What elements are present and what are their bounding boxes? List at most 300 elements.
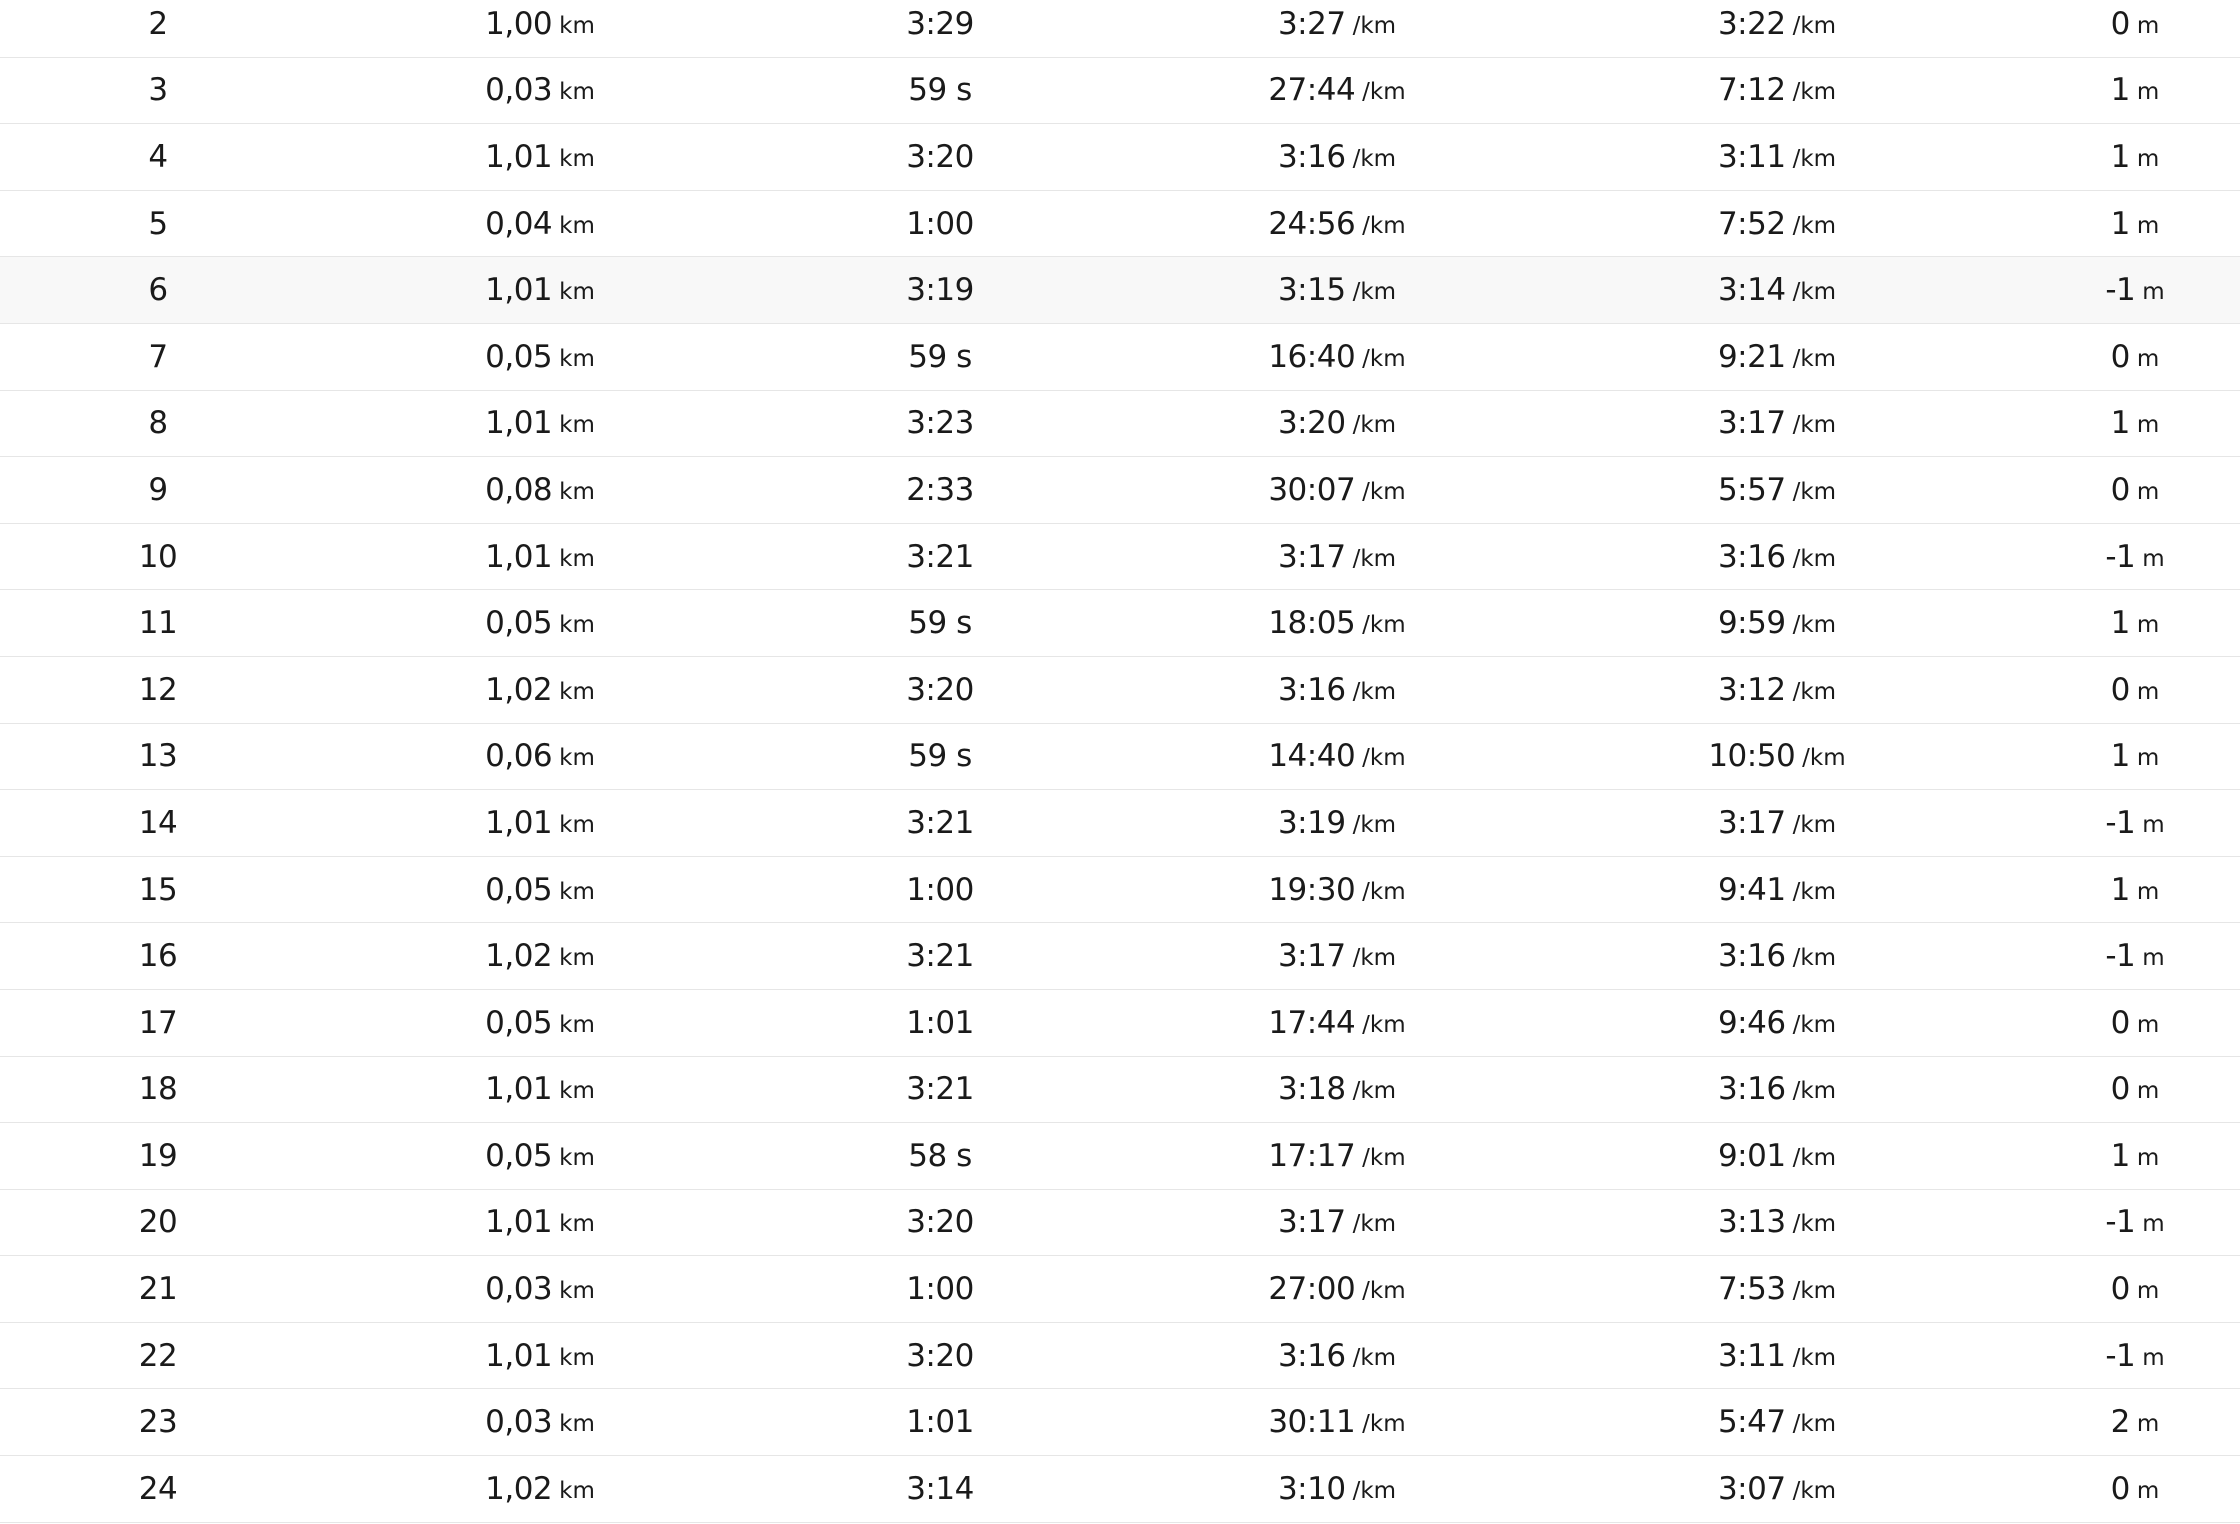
avg-pace-value: 3:16 [1277, 138, 1346, 175]
avg-pace-value: 17:17 [1268, 1137, 1356, 1174]
distance-cell [485, 191, 595, 257]
distance-cell [485, 1190, 595, 1256]
avg-pace-unit: /km [1362, 212, 1406, 239]
avg-pace-value: 3:27 [1277, 5, 1346, 42]
avg-pace-cell [1278, 257, 1396, 323]
time-cell [906, 524, 974, 590]
time-value: 1:01 [906, 1004, 974, 1041]
gap-value: 9:41 [1717, 871, 1786, 908]
lap-number-cell [139, 1057, 177, 1123]
distance-cell [485, 1123, 595, 1189]
distance-unit: km [559, 12, 595, 39]
gap-cell [1718, 923, 1836, 989]
time-value: 1:01 [906, 1404, 974, 1441]
elevation-value: 1 [2110, 405, 2130, 442]
elevation-unit: m [2142, 811, 2165, 838]
time-value: 3:20 [906, 1204, 974, 1241]
avg-pace-unit: /km [1352, 1078, 1397, 1105]
lap-number: 14 [138, 804, 178, 841]
time-cell [908, 724, 971, 790]
distance-cell [485, 124, 595, 190]
time-value: 3:23 [906, 405, 974, 442]
elevation-value: 0 [2110, 471, 2130, 508]
time-cell [906, 1323, 974, 1389]
time-value: 59 s [908, 72, 972, 109]
gap-value: 7:52 [1717, 205, 1786, 242]
distance-value: 1,02 [485, 1470, 553, 1507]
table-row[interactable] [0, 191, 2240, 258]
elevation-value: 1 [2110, 205, 2130, 242]
elevation-unit: m [2142, 945, 2165, 972]
lap-number-cell [139, 657, 177, 723]
distance-value: 1,00 [485, 5, 553, 42]
distance-unit: km [559, 412, 595, 439]
time-cell [908, 1123, 971, 1189]
distance-value: 0,05 [485, 1004, 553, 1041]
gap-cell [1718, 1323, 1836, 1389]
avg-pace-unit: /km [1362, 878, 1406, 905]
gap-cell [1718, 324, 1836, 390]
lap-number-cell [148, 0, 167, 57]
elevation-value: 0 [2110, 671, 2130, 708]
lap-number: 16 [138, 938, 178, 975]
elevation-cell [2111, 124, 2160, 190]
gap-value: 7:12 [1717, 72, 1786, 109]
gap-unit: /km [1792, 545, 1837, 572]
avg-pace-cell [1268, 990, 1405, 1056]
avg-pace-value: 3:17 [1277, 938, 1346, 975]
gap-unit: /km [1792, 1411, 1837, 1438]
elevation-value: -1 [2105, 938, 2136, 975]
lap-number-cell [139, 1190, 177, 1256]
elevation-value: -1 [2105, 538, 2136, 575]
lap-number: 13 [138, 738, 178, 775]
lap-number-cell [148, 191, 167, 257]
elevation-cell [2111, 1057, 2160, 1123]
elevation-unit: m [2136, 678, 2160, 705]
gap-value: 3:16 [1717, 538, 1786, 575]
lap-number: 17 [138, 1004, 178, 1041]
elevation-unit: m [2142, 279, 2165, 306]
lap-number-cell [148, 324, 167, 390]
table-row[interactable] [0, 1123, 2240, 1190]
avg-pace-value: 3:17 [1277, 1204, 1346, 1241]
avg-pace-cell [1278, 1190, 1396, 1256]
table-row[interactable] [0, 724, 2240, 791]
avg-pace-cell [1268, 324, 1405, 390]
avg-pace-unit: /km [1362, 1011, 1406, 1038]
elevation-cell [2111, 191, 2160, 257]
elevation-unit: m [2136, 79, 2160, 106]
gap-cell [1718, 657, 1836, 723]
elevation-value: 0 [2110, 5, 2130, 42]
elevation-cell [2105, 1190, 2164, 1256]
avg-pace-cell [1278, 1057, 1396, 1123]
elevation-value: 1 [2110, 138, 2130, 175]
lap-number: 4 [148, 138, 168, 175]
time-cell [908, 324, 971, 390]
avg-pace-unit: /km [1362, 612, 1406, 639]
gap-value: 3:11 [1717, 138, 1786, 175]
gap-cell [1718, 590, 1836, 656]
avg-pace-value: 27:00 [1268, 1271, 1356, 1308]
avg-pace-unit: /km [1352, 678, 1397, 705]
avg-pace-cell [1278, 524, 1396, 590]
table-row[interactable] [0, 923, 2240, 990]
lap-number: 9 [148, 471, 168, 508]
lap-number-cell [139, 790, 177, 856]
distance-value: 0,06 [485, 738, 553, 775]
time-value: 58 s [908, 1137, 972, 1174]
distance-unit: km [559, 279, 595, 306]
distance-value: 0,05 [485, 605, 553, 642]
elevation-unit: m [2142, 1344, 2165, 1371]
time-value: 3:29 [906, 5, 974, 42]
distance-unit: km [559, 1344, 595, 1371]
avg-pace-value: 3:18 [1277, 1071, 1346, 1108]
distance-cell [485, 391, 595, 457]
elevation-value: 1 [2110, 1137, 2130, 1174]
gap-unit: /km [1792, 811, 1837, 838]
table-row[interactable] [0, 857, 2240, 924]
gap-cell [1718, 857, 1836, 923]
gap-unit: /km [1792, 1011, 1837, 1038]
table-row[interactable] [0, 324, 2240, 391]
gap-cell [1718, 1190, 1836, 1256]
avg-pace-cell [1278, 1323, 1396, 1389]
lap-number: 21 [138, 1271, 178, 1308]
elevation-cell [2105, 790, 2164, 856]
distance-value: 0,08 [485, 471, 553, 508]
gap-value: 3:16 [1717, 1071, 1786, 1108]
elevation-cell [2105, 524, 2164, 590]
elevation-unit: m [2136, 1078, 2160, 1105]
time-cell [906, 457, 974, 523]
gap-value: 5:57 [1717, 471, 1786, 508]
gap-cell [1718, 990, 1836, 1056]
table-row[interactable] [0, 590, 2240, 657]
avg-pace-value: 3:16 [1277, 1337, 1346, 1374]
distance-value: 1,01 [485, 804, 553, 841]
gap-unit: /km [1792, 212, 1837, 239]
table-row[interactable] [0, 124, 2240, 191]
table-row[interactable] [0, 0, 2240, 58]
elevation-value: -1 [2105, 1337, 2136, 1374]
elevation-unit: m [2136, 612, 2160, 639]
gap-unit: /km [1792, 79, 1837, 106]
time-cell [906, 191, 974, 257]
time-value: 1:00 [906, 205, 974, 242]
avg-pace-unit: /km [1362, 478, 1406, 505]
lap-number-cell [139, 724, 177, 790]
distance-unit: km [559, 1477, 595, 1504]
avg-pace-value: 19:30 [1268, 871, 1356, 908]
table-row[interactable] [0, 1323, 2240, 1390]
elevation-value: -1 [2105, 804, 2136, 841]
avg-pace-cell [1268, 590, 1405, 656]
avg-pace-value: 27:44 [1268, 72, 1356, 109]
distance-cell [485, 857, 595, 923]
avg-pace-cell [1278, 1456, 1396, 1522]
avg-pace-value: 17:44 [1268, 1004, 1356, 1041]
time-cell [906, 0, 974, 57]
gap-cell [1718, 124, 1836, 190]
avg-pace-value: 30:07 [1268, 471, 1356, 508]
time-value: 1:00 [906, 871, 974, 908]
gap-value: 9:01 [1717, 1137, 1786, 1174]
elevation-value: 1 [2110, 72, 2130, 109]
gap-value: 3:14 [1717, 272, 1786, 309]
elevation-unit: m [2136, 412, 2160, 439]
elevation-value: 1 [2110, 738, 2130, 775]
distance-value: 0,05 [485, 1137, 553, 1174]
table-row[interactable] [0, 257, 2240, 324]
time-cell [906, 1389, 974, 1455]
distance-value: 1,01 [485, 138, 553, 175]
elevation-value: 0 [2110, 338, 2130, 375]
lap-number: 15 [138, 871, 178, 908]
avg-pace-cell [1268, 1389, 1405, 1455]
avg-pace-value: 24:56 [1268, 205, 1356, 242]
avg-pace-value: 3:15 [1277, 272, 1346, 309]
avg-pace-value: 14:40 [1268, 738, 1356, 775]
distance-unit: km [559, 145, 595, 172]
distance-unit: km [559, 678, 595, 705]
elevation-unit: m [2136, 478, 2160, 505]
table-row[interactable] [0, 1190, 2240, 1257]
distance-cell [485, 790, 595, 856]
elevation-unit: m [2136, 1477, 2160, 1504]
gap-value: 3:17 [1717, 405, 1786, 442]
distance-unit: km [559, 1011, 595, 1038]
avg-pace-unit: /km [1362, 1278, 1406, 1305]
table-row[interactable] [0, 1389, 2240, 1456]
table-row[interactable] [0, 790, 2240, 857]
avg-pace-value: 3:16 [1277, 671, 1346, 708]
avg-pace-unit: /km [1352, 1211, 1397, 1238]
table-row[interactable] [0, 1256, 2240, 1323]
distance-value: 1,01 [485, 1071, 553, 1108]
avg-pace-unit: /km [1362, 1144, 1406, 1171]
distance-value: 0,05 [485, 338, 553, 375]
avg-pace-unit: /km [1352, 1344, 1397, 1371]
distance-value: 1,02 [485, 938, 553, 975]
lap-number: 19 [138, 1137, 178, 1174]
table-row[interactable] [0, 657, 2240, 724]
time-cell [906, 923, 974, 989]
table-row[interactable] [0, 457, 2240, 524]
gap-unit: /km [1792, 678, 1837, 705]
distance-cell [485, 923, 595, 989]
lap-number: 10 [138, 538, 178, 575]
lap-number: 3 [148, 72, 168, 109]
time-value: 59 s [908, 605, 972, 642]
time-cell [906, 990, 974, 1056]
gap-cell [1718, 1057, 1836, 1123]
table-row[interactable] [0, 990, 2240, 1057]
elevation-unit: m [2136, 1144, 2160, 1171]
distance-value: 0,04 [485, 205, 553, 242]
avg-pace-cell [1268, 58, 1405, 124]
time-cell [906, 124, 974, 190]
distance-unit: km [559, 1078, 595, 1105]
gap-unit: /km [1792, 612, 1837, 639]
distance-cell [485, 1256, 595, 1322]
gap-value: 3:13 [1717, 1204, 1786, 1241]
elevation-value: 0 [2110, 1470, 2130, 1507]
gap-unit: /km [1792, 1144, 1837, 1171]
gap-cell [1718, 1389, 1836, 1455]
time-cell [906, 1190, 974, 1256]
lap-number-cell [148, 124, 167, 190]
distance-unit: km [559, 1211, 595, 1238]
lap-number-cell [139, 1323, 177, 1389]
distance-unit: km [559, 478, 595, 505]
elevation-cell [2111, 857, 2160, 923]
avg-pace-value: 18:05 [1268, 605, 1356, 642]
time-value: 59 s [908, 338, 972, 375]
time-value: 59 s [908, 738, 972, 775]
lap-number-cell [139, 1456, 177, 1522]
gap-unit: /km [1792, 1477, 1837, 1504]
avg-pace-value: 3:17 [1277, 538, 1346, 575]
elevation-unit: m [2136, 745, 2160, 772]
elevation-cell [2105, 257, 2164, 323]
elevation-value: 0 [2110, 1071, 2130, 1108]
distance-value: 0,05 [485, 871, 553, 908]
lap-number-cell [139, 857, 177, 923]
distance-value: 0,03 [485, 72, 553, 109]
time-value: 3:14 [906, 1470, 974, 1507]
gap-unit: /km [1792, 878, 1837, 905]
lap-number: 11 [138, 605, 178, 642]
distance-unit: km [559, 212, 595, 239]
time-cell [906, 857, 974, 923]
elevation-unit: m [2136, 145, 2160, 172]
avg-pace-unit: /km [1362, 345, 1406, 372]
elevation-cell [2105, 1323, 2164, 1389]
elevation-cell [2111, 58, 2160, 124]
gap-unit: /km [1792, 1211, 1837, 1238]
lap-number: 23 [138, 1404, 178, 1441]
avg-pace-cell [1268, 1256, 1405, 1322]
avg-pace-cell [1278, 124, 1396, 190]
gap-cell [1718, 457, 1836, 523]
distance-value: 1,02 [485, 671, 553, 708]
elevation-cell [2105, 923, 2164, 989]
avg-pace-unit: /km [1352, 412, 1397, 439]
lap-number-cell [139, 590, 177, 656]
gap-unit: /km [1792, 12, 1837, 39]
elevation-cell [2111, 990, 2160, 1056]
lap-number-cell [139, 1256, 177, 1322]
gap-cell [1718, 1456, 1836, 1522]
gap-value: 3:22 [1717, 5, 1786, 42]
gap-value: 7:53 [1717, 1271, 1786, 1308]
avg-pace-unit: /km [1352, 811, 1397, 838]
distance-value: 1,01 [485, 538, 553, 575]
elevation-value: 0 [2110, 1004, 2130, 1041]
distance-unit: km [559, 612, 595, 639]
elevation-cell [2111, 457, 2160, 523]
gap-cell [1718, 1123, 1836, 1189]
elevation-cell [2111, 1389, 2160, 1455]
elevation-unit: m [2136, 212, 2160, 239]
avg-pace-value: 16:40 [1268, 338, 1356, 375]
gap-cell [1718, 391, 1836, 457]
gap-unit: /km [1792, 412, 1837, 439]
elevation-cell [2111, 1256, 2160, 1322]
table-row[interactable] [0, 58, 2240, 125]
distance-unit: km [559, 1411, 595, 1438]
elevation-cell [2111, 590, 2160, 656]
elevation-cell [2111, 724, 2160, 790]
distance-unit: km [559, 1144, 595, 1171]
time-cell [908, 590, 971, 656]
gap-unit: /km [1792, 1078, 1837, 1105]
elevation-unit: m [2136, 878, 2160, 905]
table-row[interactable] [0, 524, 2240, 591]
elevation-cell [2111, 1123, 2160, 1189]
gap-value: 10:50 [1708, 738, 1796, 775]
distance-cell [485, 590, 595, 656]
avg-pace-value: 3:19 [1277, 804, 1346, 841]
gap-cell [1718, 1256, 1836, 1322]
gap-value: 9:46 [1717, 1004, 1786, 1041]
gap-value: 3:17 [1717, 804, 1786, 841]
distance-cell [485, 657, 595, 723]
lap-number: 24 [138, 1470, 178, 1507]
time-cell [906, 1057, 974, 1123]
distance-cell [485, 0, 595, 57]
gap-unit: /km [1792, 279, 1837, 306]
time-value: 2:33 [906, 471, 974, 508]
gap-unit: /km [1792, 145, 1837, 172]
time-value: 3:21 [906, 804, 974, 841]
time-cell [906, 391, 974, 457]
avg-pace-cell [1268, 191, 1405, 257]
elevation-value: 2 [2110, 1404, 2130, 1441]
avg-pace-cell [1278, 0, 1396, 57]
distance-cell [485, 1057, 595, 1123]
gap-unit: /km [1792, 478, 1837, 505]
time-cell [908, 58, 971, 124]
lap-number-cell [148, 391, 167, 457]
table-row[interactable] [0, 391, 2240, 458]
avg-pace-unit: /km [1352, 145, 1397, 172]
table-row[interactable] [0, 1057, 2240, 1124]
avg-pace-unit: /km [1362, 1411, 1406, 1438]
distance-cell [485, 1323, 595, 1389]
gap-unit: /km [1792, 345, 1837, 372]
avg-pace-unit: /km [1352, 545, 1397, 572]
avg-pace-cell [1278, 657, 1396, 723]
lap-number-cell [148, 457, 167, 523]
lap-number: 2 [148, 5, 168, 42]
lap-number: 18 [138, 1071, 178, 1108]
table-row[interactable] [0, 1456, 2240, 1523]
distance-unit: km [559, 811, 595, 838]
time-value: 3:20 [906, 1337, 974, 1374]
distance-value: 1,01 [485, 1337, 553, 1374]
elevation-cell [2111, 324, 2160, 390]
distance-value: 1,01 [485, 272, 553, 309]
elevation-unit: m [2142, 545, 2165, 572]
time-value: 3:21 [906, 538, 974, 575]
distance-cell [485, 1456, 595, 1522]
avg-pace-cell [1268, 457, 1405, 523]
gap-value: 9:21 [1717, 338, 1786, 375]
